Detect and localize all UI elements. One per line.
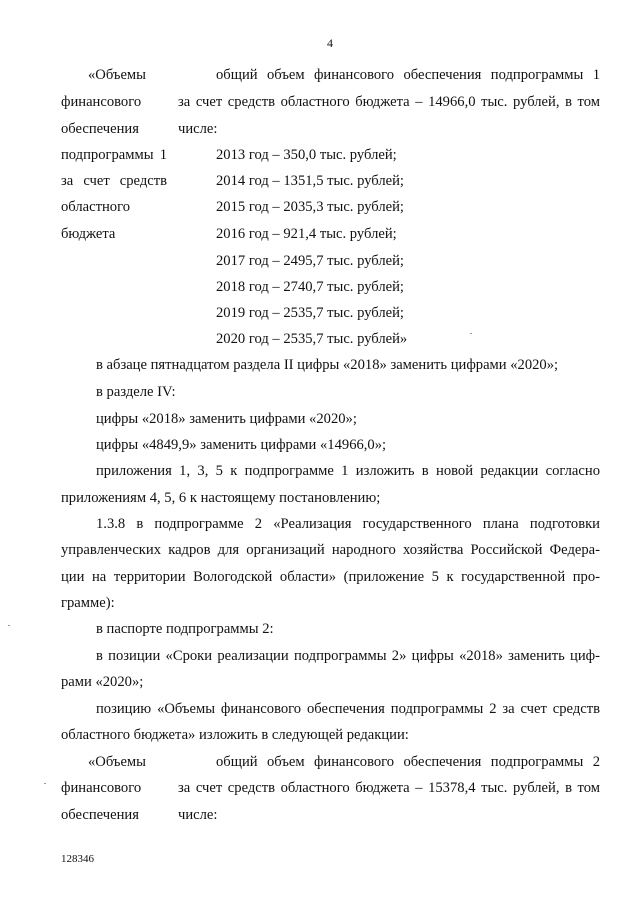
paragraph-line: грамме): (61, 595, 115, 611)
scan-speck (470, 333, 472, 334)
paragraph-line: ции на территории Вологодской области» (приложение 5 к государственной про- (61, 569, 600, 585)
page-number: 4 (327, 36, 333, 50)
scan-speck (8, 625, 10, 626)
paragraph-line: управленческих кадров для организаций народного хозяйства Российской Федера- (61, 542, 600, 558)
block1-left-line: подпрограммы 1 (61, 147, 167, 163)
paragraph-line: рами «2020»; (61, 674, 144, 690)
block1-left-line: обеспечения (61, 121, 139, 137)
scan-speck (44, 783, 46, 784)
paragraph-line: в позиции «Сроки реализации подпрограммы 2» цифры «2018» заменить циф- (96, 648, 600, 664)
block2-left-line: финансового (61, 780, 142, 796)
block1-left-line: бюджета (61, 226, 116, 242)
paragraph-line: в абзаце пятнадцатом раздела II цифры «2018» заменить цифрами «2020»; (96, 357, 559, 373)
paragraph-line: в паспорте подпрограммы 2: (96, 621, 274, 637)
year-amount-line: 2013 год – 350,0 тыс. рублей; (216, 147, 397, 163)
year-amount-line: 2018 год – 2740,7 тыс. рублей; (216, 279, 404, 295)
block2-left-line: «Объемы (88, 754, 146, 770)
block2-intro-line: за счет средств областного бюджета – 15378,4 тыс. рублей, в том (178, 780, 600, 796)
paragraph-line: приложениям 4, 5, 6 к настоящему постановлению; (61, 490, 381, 506)
paragraph-line: приложения 1, 3, 5 к подпрограмме 1 изложить в новой редакции согласно (96, 463, 600, 479)
block1-intro-line: за счет средств областного бюджета – 14966,0 тыс. рублей, в том (178, 94, 600, 110)
paragraph-line: в разделе IV: (96, 384, 176, 400)
block1-intro-line: общий объем финансового обеспечения подпрограммы 1 (216, 67, 600, 83)
year-amount-line: 2016 год – 921,4 тыс. рублей; (216, 226, 397, 242)
paragraph-line: областного бюджета» изложить в следующей редакции: (61, 727, 409, 743)
block1-left-line: областного (61, 199, 130, 215)
block1-left-line: «Объемы (88, 67, 146, 83)
paragraph-line: позицию «Объемы финансового обеспечения подпрограммы 2 за счет средств (96, 701, 600, 717)
year-amount-line: 2015 год – 2035,3 тыс. рублей; (216, 199, 404, 215)
document-id: 128346 (61, 853, 94, 865)
block2-intro-line: общий объем финансового обеспечения подпрограммы 2 (216, 754, 600, 770)
year-amount-line: 2020 год – 2535,7 тыс. рублей» (216, 331, 408, 347)
year-amount-line: 2017 год – 2495,7 тыс. рублей; (216, 253, 404, 269)
year-amount-line: 2019 год – 2535,7 тыс. рублей; (216, 305, 404, 321)
paragraph-line: цифры «4849,9» заменить цифрами «14966,0»; (96, 437, 387, 453)
year-amount-line: 2014 год – 1351,5 тыс. рублей; (216, 173, 404, 189)
block1-intro-line: числе: (178, 121, 218, 137)
paragraph-line: 1.3.8 в подпрограмме 2 «Реализация государственного плана подготовки (96, 516, 600, 532)
block1-left-line: за счет средств (61, 173, 167, 189)
block2-intro-line: числе: (178, 807, 218, 823)
block2-left-line: обеспечения (61, 807, 139, 823)
paragraph-line: цифры «2018» заменить цифрами «2020»; (96, 411, 357, 427)
block1-left-line: финансового (61, 94, 142, 110)
